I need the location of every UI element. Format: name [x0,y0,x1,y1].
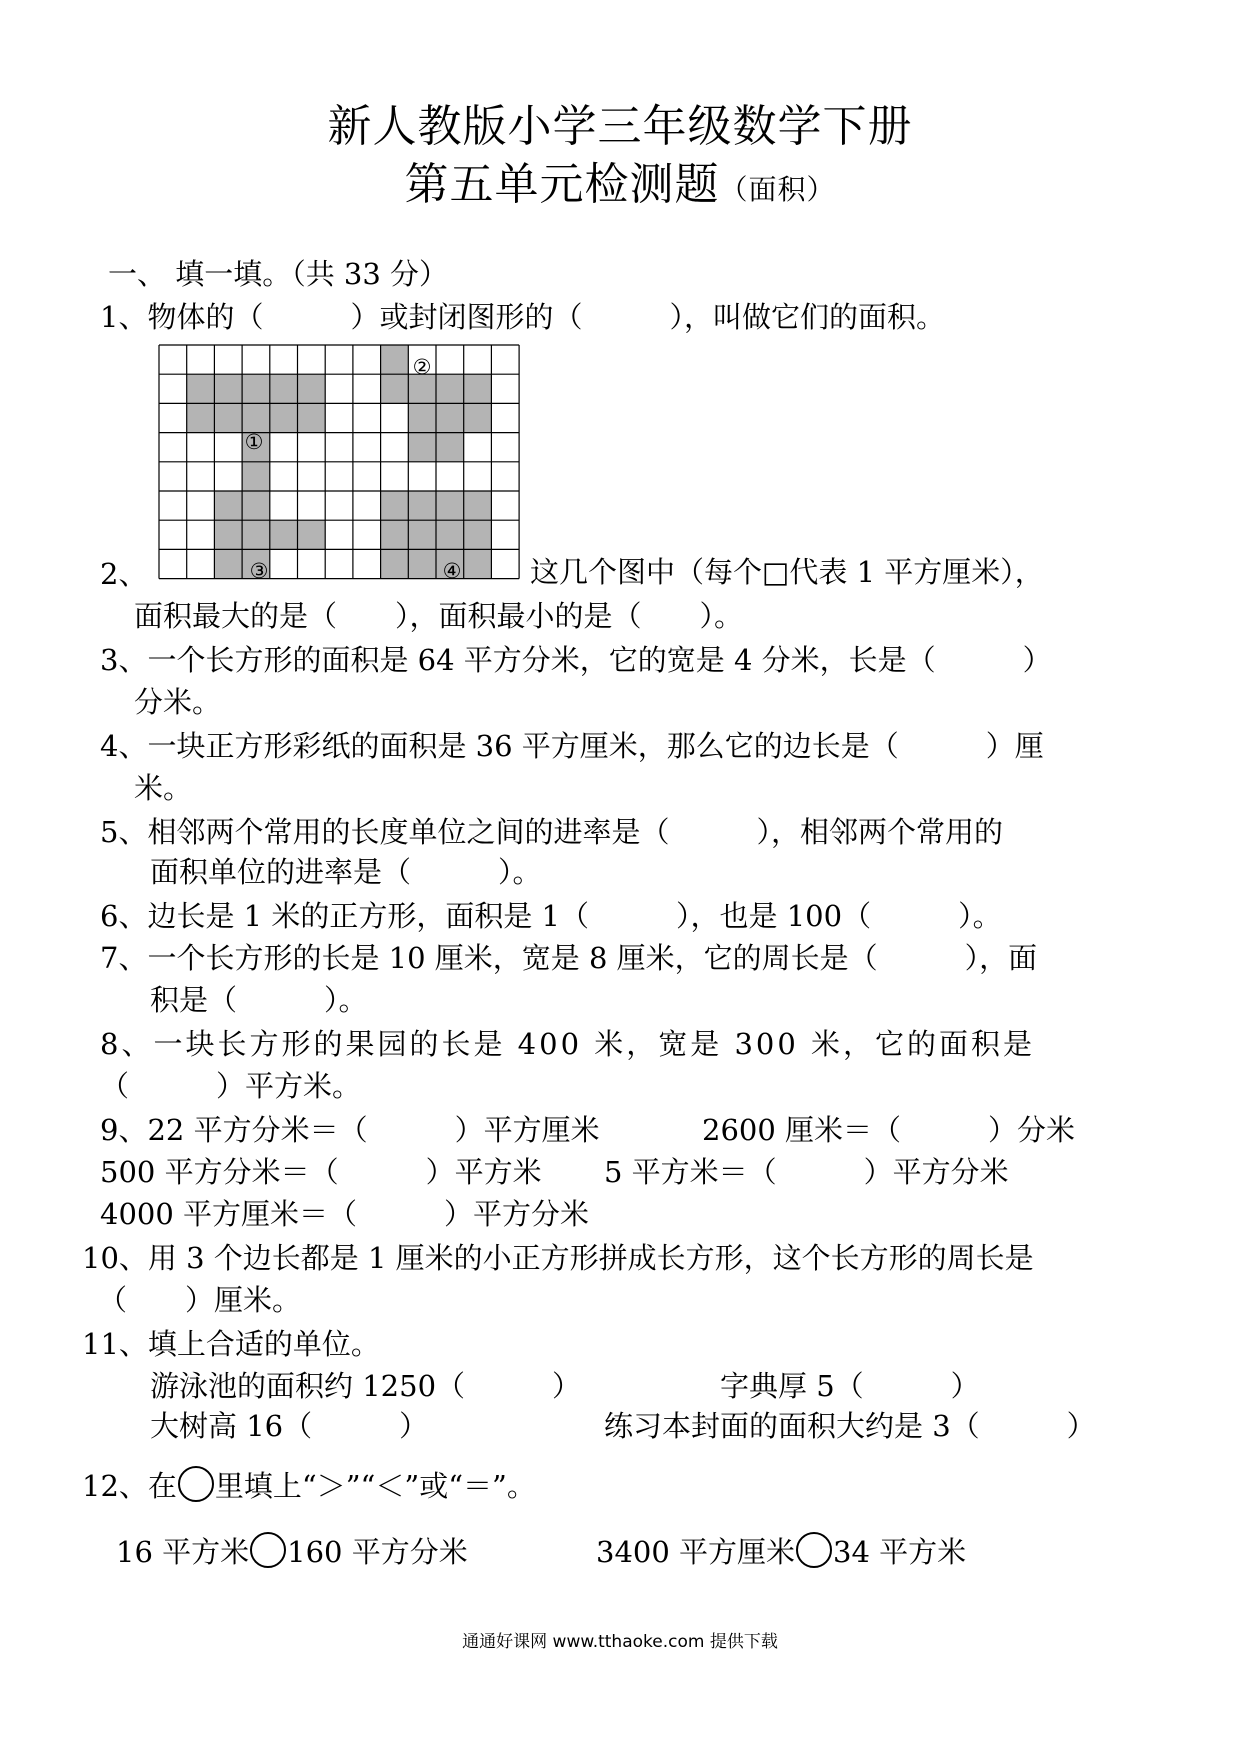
question-11-a1: 游泳池的面积约 1250（ ） [150,1369,582,1403]
grid-shaded-cell [298,520,326,549]
grid-shaded-cell [381,549,409,578]
grid-shaded-cell [464,549,492,578]
area-grid-figure [158,344,523,584]
grid-shaded-cell [408,491,436,520]
question-3-cont: 分米。 [134,685,222,719]
section-heading: 一、 填一填。（共 33 分） [108,257,449,291]
page-title: 新人教版小学三年级数学下册 [327,101,913,152]
compare-2-left: 3400 平方厘米 [596,1535,796,1569]
grid-shaded-cell [242,491,270,520]
question-4: 4、一块正方形彩纸的面积是 36 平方厘米，那么它的边长是（ ）厘 [100,729,1044,763]
grid-shaded-cell [381,491,409,520]
compare-circle-icon [250,1532,286,1568]
compare-1-left: 16 平方米 [116,1535,250,1569]
question-6: 6、边长是 1 米的正方形，面积是 1（ ），也是 100（ ）。 [100,899,1002,933]
question-9-b2: 5 平方米＝（ ）平方分米 [604,1155,1009,1189]
question-12-pre: 12、在 [82,1469,177,1503]
question-7-cont: 积是（ ）。 [150,983,368,1017]
grid-shaded-cell [242,520,270,549]
grid-shaded-cell [187,374,215,403]
compare-1-right: 160 平方分米 [287,1535,468,1569]
grid-shaded-cell [242,403,270,432]
subtitle-topic: （面积） [719,173,836,206]
grid-label-3: ③ [249,559,269,583]
grid-shaded-cell [270,520,298,549]
question-2-text-b: 面积最大的是（ ），面积最小的是（ ）。 [134,599,744,633]
footer-source: 通通好课网 www.tthaoke.com 提供下载 [462,1632,778,1652]
grid-shaded-cell [381,345,409,374]
question-5: 5、相邻两个常用的长度单位之间的进率是（ ），相邻两个常用的 [100,815,1003,849]
grid-shaded-cell [298,374,326,403]
grid-shaded-cell [214,520,242,549]
grid-shaded-cell [270,374,298,403]
page-subtitle [0,148,1240,212]
grid-shaded-cell [436,374,464,403]
question-8: 8、一块长方形的果园的长是 400 米，宽是 300 米，它的面积是 [100,1027,1036,1061]
question-2-text-a: 这几个图中（每个□代表 1 平方厘米）， [530,555,1044,589]
question-9-c: 4000 平方厘米＝（ ）平方分米 [100,1197,590,1231]
grid-label-2: ② [412,355,432,379]
question-7: 7、一个长方形的长是 10 厘米，宽是 8 厘米，它的周长是（ ），面 [100,941,1038,975]
question-11-a2: 字典厚 5（ ） [720,1369,980,1403]
subtitle-main: 第五单元检测题 [404,159,720,210]
grid-shaded-cell [436,491,464,520]
grid-shaded-cell [436,433,464,462]
grid-shaded-cell [214,403,242,432]
question-1: 1、物体的（ ）或封闭图形的（ ），叫做它们的面积。 [100,300,945,334]
compare-circle-icon [796,1532,832,1568]
grid-shaded-cell [408,549,436,578]
question-11-b2: 练习本封面的面积大约是 3（ ） [604,1409,1096,1443]
question-9-a2: 2600 厘米＝（ ）分米 [702,1113,1076,1147]
grid-shaded-cell [270,403,298,432]
grid-shaded-cell [214,491,242,520]
question-9-b1: 500 平方分米＝（ ）平方米 [100,1155,542,1189]
question-8-cont: （ ）平方米。 [100,1069,362,1103]
compare-item-1 [116,1532,468,1572]
question-3: 3、一个长方形的面积是 64 平方分米，它的宽是 4 分米，长是（ ） [100,643,1052,677]
question-12 [82,1466,536,1506]
grid-shaded-cell [408,520,436,549]
question-10-cont: （ ）厘米。 [98,1283,302,1317]
grid-shaded-cell [464,520,492,549]
grid-shaded-cell [408,433,436,462]
grid-shaded-cell [214,549,242,578]
compare-2-right: 34 平方米 [833,1535,967,1569]
compare-circle-icon [178,1466,214,1502]
grid-label-1: ① [244,430,264,454]
question-12-post: 里填上“＞”“＜”或“＝”。 [214,1469,536,1503]
question-10: 10、用 3 个边长都是 1 厘米的小正方形拼成长方形，这个长方形的周长是 [82,1241,1034,1275]
grid-shaded-cell [464,491,492,520]
grid-shaded-cell [464,403,492,432]
grid-shaded-cell [381,374,409,403]
grid-shaded-cell [436,403,464,432]
question-4-cont: 米。 [134,771,193,805]
grid-shaded-cell [408,403,436,432]
grid-shaded-cell [464,374,492,403]
grid-shaded-cell [436,520,464,549]
grid-shaded-cell [242,462,270,491]
question-11-b1: 大树高 16（ ） [150,1409,429,1443]
grid-shaded-cell [214,374,242,403]
grid-shaded-cell [187,403,215,432]
compare-item-2 [596,1532,966,1572]
grid-shaded-cell [381,520,409,549]
grid-shaded-cell [298,403,326,432]
question-11: 11、填上合适的单位。 [82,1327,380,1361]
grid-label-4: ④ [442,559,462,583]
grid-shaded-cell [242,374,270,403]
question-9-a1: 9、22 平方分米＝（ ）平方厘米 [100,1113,600,1147]
question-5-cont: 面积单位的进率是（ ）。 [150,855,542,889]
question-2-number: 2、 [100,557,148,591]
